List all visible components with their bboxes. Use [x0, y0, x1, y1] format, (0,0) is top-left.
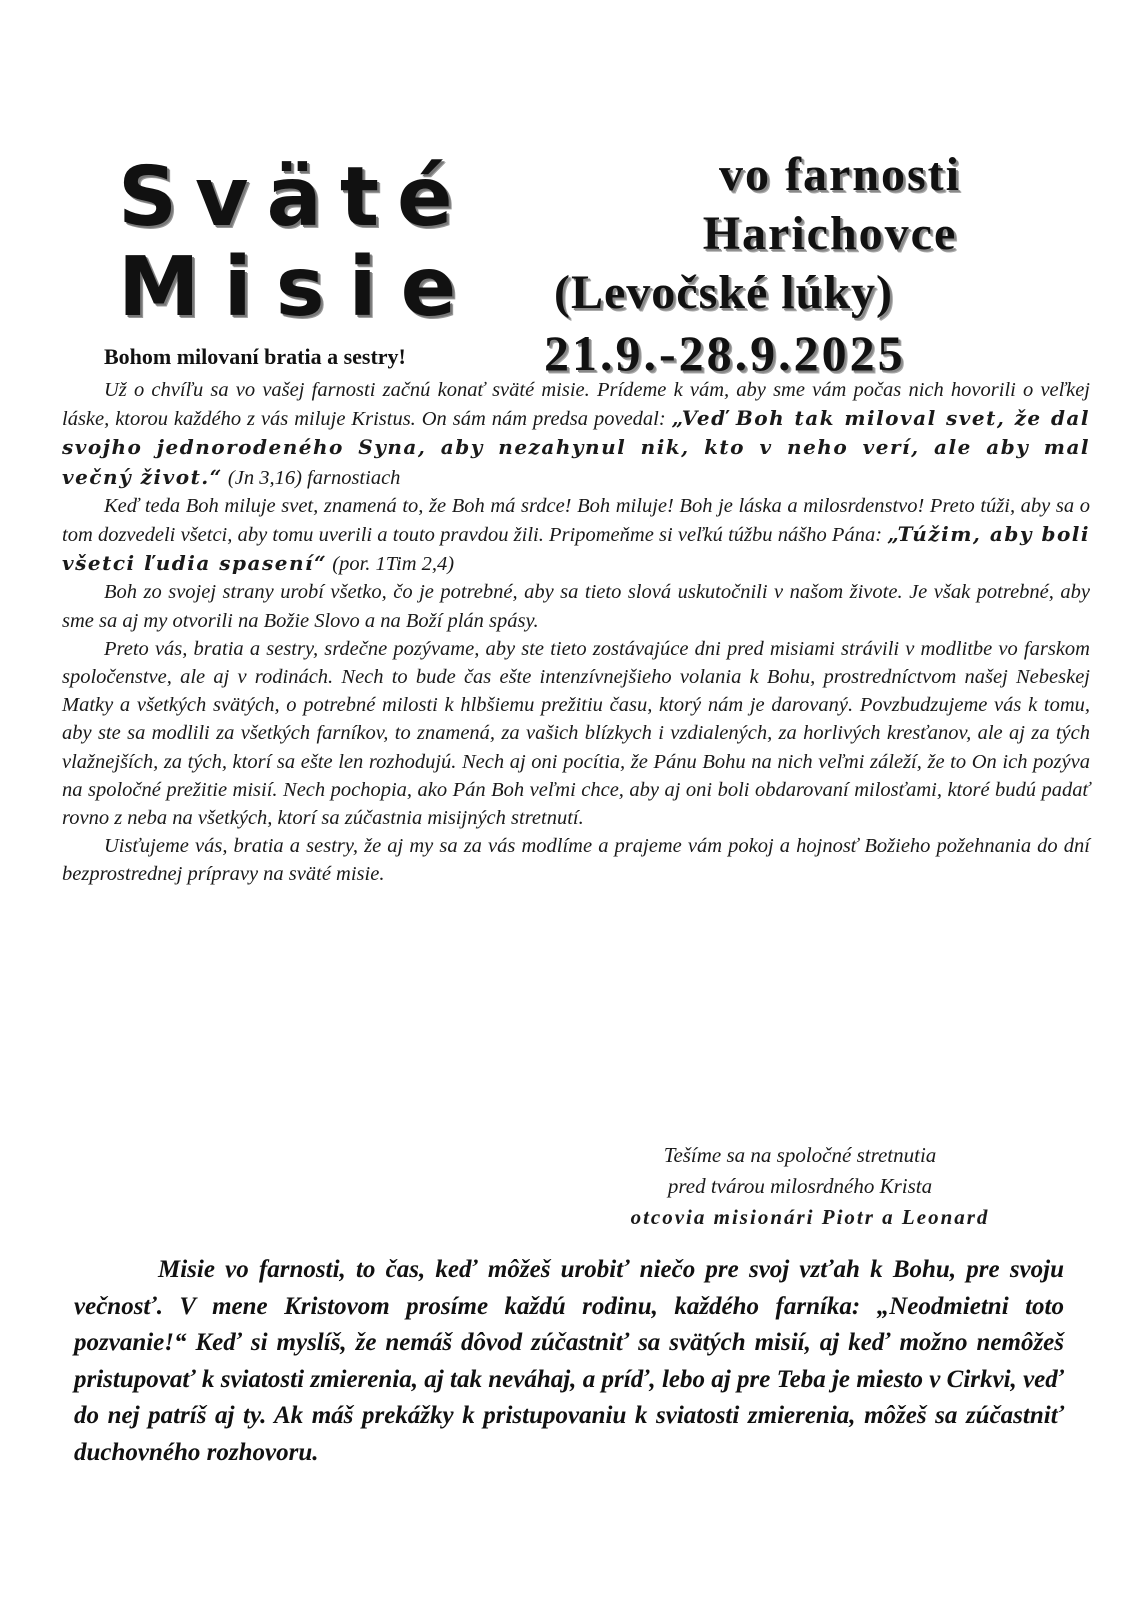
greeting: Bohom milovaní bratia a sestry! [104, 344, 406, 369]
subtitle-parish: vo farnosti [719, 148, 961, 201]
bible-quote: „Veď Boh tak miloval svet, že dal svojho jednorodeného Syna, aby nezahynul nik, kto v neho verí, ale aby mal večný život.“ [62, 406, 1090, 489]
title-block [118, 150, 480, 336]
subtitle-locality: (Levočské lúky) [554, 266, 893, 319]
signature-line: pred tvárou milosrdného Krista [667, 1174, 933, 1198]
subtitle-dates: 21.9.-28.9.2025 [544, 325, 906, 381]
appeal-block [74, 1252, 1064, 1471]
title-word-svate: Sväté [118, 150, 471, 245]
letter-paragraph: Preto vás, bratia a sestry, srdečne pozývame, aby ste tieto zostávajúce dni pred misiami strávili v modlitbe vo farskom spoločenstve, ale aj v rodinách. Nech to bude čas ešte intenzívnejšieho volania k Bohu, prostredníctvom našej Nebeskej Matky a všetkých svätých, o potrebné milosti k hlbšiemu prežitiu času, ktorý nám je darovaný. Povzbudzujeme vás k tomu, aby ste sa modlili za všetkých farníkov, to znamená, za vašich blízkych i vzdialených, za horlivých kresťanov, ale aj za tých vlažnejších, za tých, ktorí sa ešte len rozhodujú. Nech aj oni pocítia, že Pánu Bohu na nich veľmi záleží, že to On ich pozýva na spoločné prežitie misií. Nech pochopia, ako Pán Boh veľmi chce, aby aj oni boli obdarovaní milosťami, ktoré budú padať rovno z neba na všetkých, ktorí sa zúčastnia misijných stretnutí. [62, 637, 1090, 830]
bible-reference: (por. 1Tim 2,4) [327, 553, 455, 576]
letter-paragraph: Uisťujeme vás, bratia a sestry, že aj my sa za vás modlíme a prajeme vám pokoj a hojnosť Božieho požehnania do dní bezprostrednej prípravy na sväté misie. [62, 835, 1090, 886]
signature-line: Tešíme sa na spoločné stretnutia [663, 1143, 937, 1167]
letter-paragraph: Boh zo svojej strany urobí všetko, čo je potrebné, aby sa tieto slová uskutočnili v našom živote. Je však potrebné, aby sme sa aj my otvorili na Božie Slovo a na Boží plán spásy. [62, 581, 1090, 632]
signature-names: otcovia misionári Piotr a Leonard [630, 1205, 990, 1229]
signature-block [580, 1140, 1020, 1233]
letter-paragraph [62, 376, 1090, 492]
letter-paragraph [62, 492, 1090, 579]
letter-text: Už o chvíľu sa vo vašej farnosti začnú konať sväté misie. Prídeme k vám, aby sme vám počas nich hovorili o veľkej láske, ktorou každého z vás miluje Kristus. On sám nám predsa povedal: [62, 379, 1090, 431]
appeal-text: Misie vo farnosti, to čas, keď môžeš urobiť niečo pre svoj vzťah k Bohu, pre svoju večnosť. V mene Kristovom prosíme každú rodinu, každého farníka: „Neodmietni toto pozvanie!“ Keď si myslíš, že nemáš dôvod zúčastniť sa svätých misií, aj keď možno nemôžeš pristupovať k sviatosti zmierenia, aj tak neváhaj, a príď, lebo aj pre Teba je miesto v Cirkvi, veď do nej patríš aj ty. Ak máš prekážky k pristupovaniu k sviatosti zmierenia, môžeš sa zúčastniť duchovného rozhovoru. [74, 1256, 1064, 1466]
subtitle-block [544, 145, 1080, 383]
bible-reference: (Jn 3,16) farnostiach [222, 466, 401, 489]
title-word-misie: Misie [118, 240, 481, 335]
subtitle-village: Harichovce [702, 207, 958, 260]
bible-quote: „Túžim, aby boli všetci ľudia spasení“ [62, 522, 1091, 576]
letter-body [62, 376, 1090, 889]
letter-text: Keď teda Boh miluje svet, znamená to, že Boh má srdce! Boh miluje! Boh je láska a milosrdenstvo! Preto túži, aby sa o tom dozvedeli všetci, aby tomu uverili a touto pravdou žili. Pripomeňme si veľkú túžbu nášho Pána: [62, 494, 1090, 547]
